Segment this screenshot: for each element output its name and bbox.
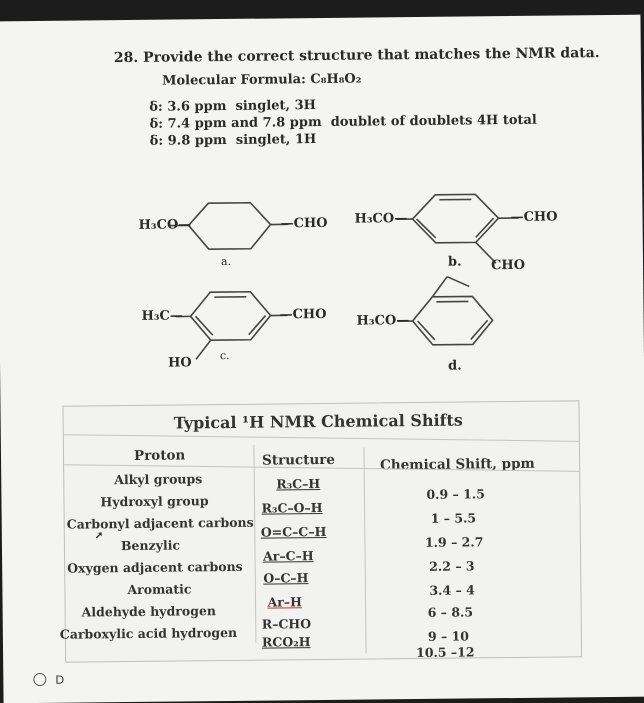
structure-d-left: H₃CO— bbox=[357, 313, 410, 329]
structure-d-label: d. bbox=[448, 359, 462, 374]
row-proton: Carbonyl adjacent carbons bbox=[67, 515, 254, 532]
col-header-proton: Proton bbox=[134, 447, 185, 464]
col-header-structure: Structure bbox=[262, 452, 335, 469]
structure-d-ring bbox=[412, 296, 492, 345]
row-structure: Ar–C–H bbox=[263, 548, 314, 564]
structure-c-sub: HO bbox=[168, 355, 192, 370]
row-shift: 0.9 – 1.5 bbox=[426, 486, 485, 502]
structure-b-sub: CHO bbox=[491, 258, 525, 273]
radio-icon[interactable] bbox=[33, 673, 46, 686]
row-shift: 6 – 8.5 bbox=[428, 604, 474, 619]
structure-b-right: —CHO bbox=[510, 210, 557, 225]
nmr-delta: δ: 7.4 ppm and 7.8 ppm bbox=[149, 115, 321, 132]
row-proton: Oxygen adjacent carbons bbox=[67, 559, 243, 576]
structure-c-right: —CHO bbox=[279, 307, 326, 322]
structure-a-label: a. bbox=[221, 255, 231, 268]
row-shift: 1.9 – 2.7 bbox=[425, 534, 484, 550]
structure-a-left: H₃CO— bbox=[139, 217, 192, 233]
nmr-shift-table bbox=[62, 400, 582, 662]
molecular-formula: Molecular Formula: C₈H₈O₂ bbox=[162, 72, 361, 89]
row-shift: 2.2 – 3 bbox=[429, 558, 475, 573]
structure-c-label: c. bbox=[220, 349, 230, 362]
row-structure: R₃C–O–H bbox=[261, 500, 322, 516]
structures-drawing bbox=[0, 15, 644, 402]
row-proton: Carboxylic acid hydrogen bbox=[60, 625, 237, 642]
structure-c-left: H₃C— bbox=[141, 308, 182, 323]
option-label: D bbox=[55, 672, 64, 686]
nmr-desc: doublet of doublets 4H total bbox=[331, 113, 537, 130]
row-shift: 3.4 – 4 bbox=[429, 582, 475, 597]
row-proton: Aldehyde hydrogen bbox=[82, 603, 216, 619]
row-structure: R₃C–H bbox=[276, 476, 320, 491]
structure-a-right: —CHO bbox=[281, 216, 328, 231]
structure-a-ring bbox=[188, 203, 270, 250]
nmr-delta: δ: 9.8 ppm bbox=[150, 133, 227, 149]
nmr-desc: singlet, 3H bbox=[235, 98, 316, 114]
row-structure: R–CHO bbox=[262, 616, 311, 632]
arrow-mark: ➚ bbox=[95, 530, 104, 541]
structure-b-left: H₃CO— bbox=[354, 211, 407, 227]
row-structure: Ar–H bbox=[267, 594, 302, 609]
row-shift: 1 – 5.5 bbox=[431, 510, 477, 525]
row-structure: O–C–H bbox=[263, 570, 308, 585]
question-paper bbox=[0, 15, 644, 703]
answer-option-d[interactable] bbox=[33, 669, 64, 688]
nmr-desc: singlet, 1H bbox=[236, 132, 317, 148]
col-header-shift: Chemical Shift, ppm bbox=[380, 456, 535, 474]
nmr-delta: δ: 3.6 ppm bbox=[149, 99, 226, 115]
row-shift: 9 – 10 bbox=[428, 628, 469, 643]
question-title: 28. Provide the correct structure that matches the NMR data. bbox=[114, 45, 600, 66]
row-proton: Alkyl groups bbox=[114, 471, 202, 487]
row-structure: O=C–C–H bbox=[261, 524, 327, 540]
row-proton: Benzylic bbox=[121, 537, 180, 553]
row-structure: RCO₂H bbox=[262, 634, 311, 650]
table-title: Typical ¹H NMR Chemical Shifts bbox=[174, 411, 463, 433]
structure-b-ring bbox=[412, 194, 498, 243]
structure-c-ring bbox=[190, 292, 270, 341]
row-proton: Aromatic bbox=[127, 581, 191, 597]
row-shift: 10.5 –12 bbox=[416, 644, 475, 660]
structure-b-label: b. bbox=[448, 255, 462, 270]
row-proton: Hydroxyl group bbox=[100, 493, 208, 509]
